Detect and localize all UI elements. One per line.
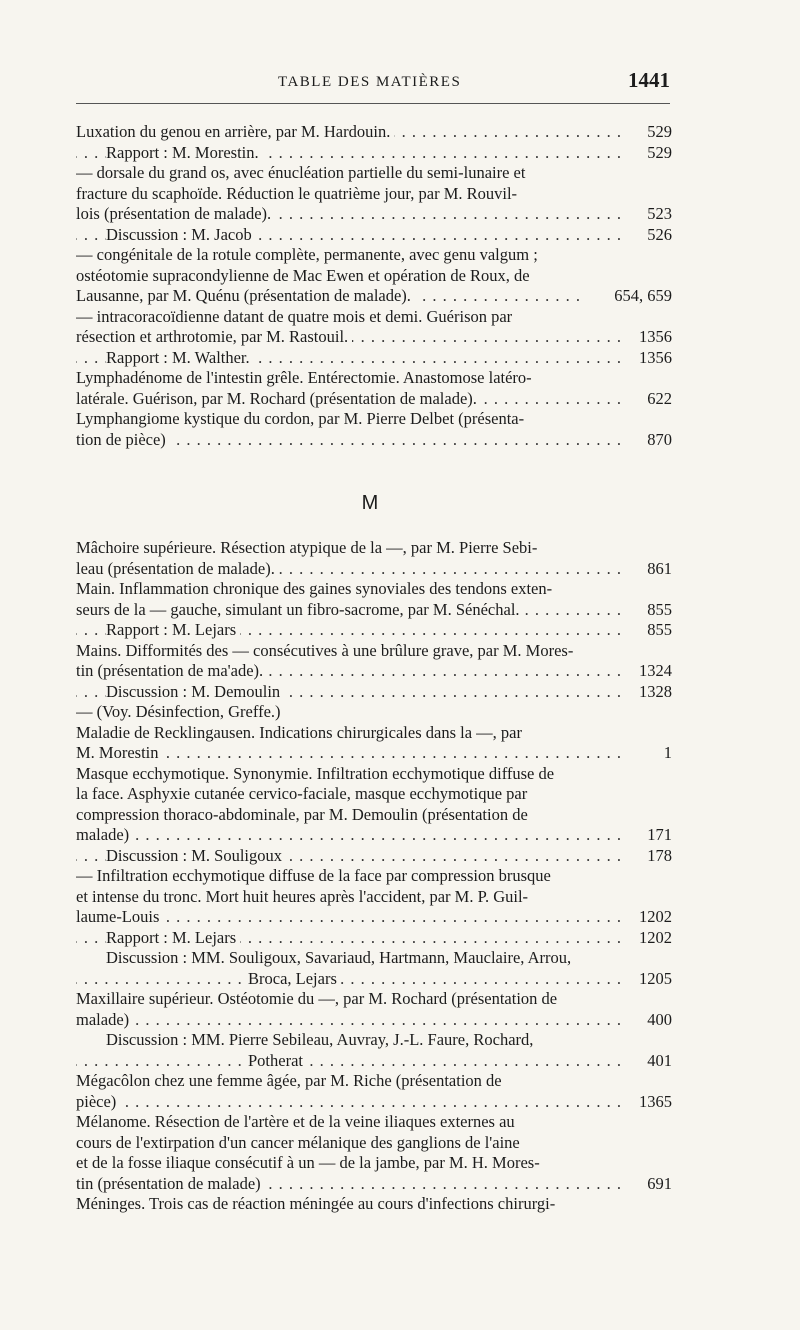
index-line: [76, 559, 672, 580]
entry-text: Main. Inflammation chronique des gaines synoviales des tendons exten-: [76, 579, 553, 598]
index-line: [76, 1133, 672, 1154]
entry-text: Rapport : M. Lejars: [106, 620, 240, 639]
index-line: [76, 1112, 672, 1133]
page-ref: 654, 659: [582, 286, 672, 307]
index-line: [76, 538, 672, 559]
entry-text: résection et arthrotomie, par M. Rastouil.: [76, 327, 352, 346]
entry-text: et de la fosse iliaque consécutif à un — de la jambe, par M. H. Mores-: [76, 1153, 540, 1172]
entry-text: tin (présentation de ma'ade).: [76, 661, 267, 680]
entry-text: cours de l'extirpation d'un cancer mélanique des ganglions de l'aine: [76, 1132, 520, 1152]
index-line: [76, 620, 672, 641]
entry-text: Discussion : M. Souligoux: [106, 846, 286, 865]
entry-text: — congénitale de la rotule complète, permanente, avec genu valgum ;: [76, 245, 538, 264]
entry-text: seurs de la — gauche, simulant un fibro-sacrome, par M. Sénéchal.: [76, 600, 524, 619]
entry-text: tin (présentation de malade): [76, 1174, 265, 1193]
page-ref: 1324: [622, 661, 672, 682]
entry-text: pièce): [76, 1092, 120, 1111]
index-line: [76, 348, 672, 369]
index-line: [76, 887, 672, 908]
index-line: [76, 1153, 672, 1174]
entry-text: Potherat: [248, 1051, 307, 1070]
entry-text: — intracoracoïdienne datant de quatre mois et demi. Guérison par: [76, 306, 513, 326]
index-line: [76, 928, 672, 949]
index-line: [76, 409, 672, 430]
entry-text: malade): [76, 1010, 133, 1029]
index-line: [76, 907, 672, 928]
index-line: [76, 204, 672, 225]
index-line: [76, 1010, 672, 1031]
entry-text: Rapport : M. Morestin.: [106, 143, 263, 162]
page-ref: 1202: [622, 928, 672, 949]
index-line: [76, 163, 672, 184]
index-line: [76, 948, 672, 969]
index-line: [76, 1030, 672, 1051]
index-line: [76, 1051, 672, 1072]
index-line: [76, 969, 672, 990]
index-line: [76, 245, 672, 266]
index-line: [76, 682, 672, 703]
page-ref: 622: [622, 389, 672, 410]
index-line: [76, 1071, 672, 1092]
entry-text: Maxillaire supérieur. Ostéotomie du —, par M. Rochard (présentation de: [76, 989, 558, 1008]
entry-text: Lymphadénome de l'intestin grêle. Entérectomie. Anastomose latéro-: [76, 368, 532, 387]
index-block-m: [76, 538, 672, 1215]
entry-text: Masque ecchymotique. Synonymie. Infiltration ecchymotique diffuse de: [76, 763, 555, 783]
index-line: [76, 1174, 672, 1195]
page-ref: 400: [622, 1010, 672, 1031]
index-line: [76, 825, 672, 846]
entry-text: compression thoraco-abdominale, par M. Demoulin (présentation de: [76, 804, 528, 824]
page-ref: 1328: [622, 682, 672, 703]
entry-text: Discussion : MM. Pierre Sebileau, Auvray, J.-L. Faure, Rochard,: [106, 1030, 534, 1049]
entry-text: — dorsale du grand os, avec énucléation partielle du semi-lunaire et: [76, 163, 526, 182]
index-line: [76, 122, 672, 143]
index-line: [76, 184, 672, 205]
page-ref: 523: [622, 204, 672, 225]
entry-text: Broca, Lejars: [248, 969, 341, 988]
page-ref: 870: [622, 430, 672, 451]
page-ref: 855: [622, 620, 672, 641]
entry-text: Rapport : M. Walther.: [106, 348, 254, 367]
index-line: [76, 743, 672, 764]
entry-text: Rapport : M. Lejars: [106, 928, 240, 947]
index-line: [76, 430, 672, 451]
entry-text: Discussion : M. Demoulin: [106, 682, 284, 701]
page-ref: 529: [622, 143, 672, 164]
index-line: [76, 723, 672, 744]
entry-text: Luxation du genou en arrière, par M. Hardouin.: [76, 122, 394, 141]
index-line: [76, 1194, 672, 1215]
index-line: [76, 846, 672, 867]
entry-text: ostéotomie supracondylienne de Mac Ewen et opération de Roux, de: [76, 265, 530, 285]
entry-text: lois (présentation de malade).: [76, 204, 275, 223]
entry-text: Méninges. Trois cas de réaction méningée au cours d'infections chirurgi-: [76, 1194, 556, 1213]
index-line: [76, 143, 672, 164]
page-ref: 1356: [622, 327, 672, 348]
entry-text: Discussion : MM. Souligoux, Savariaud, Hartmann, Mauclaire, Arrou,: [106, 948, 572, 967]
page-ref: 855: [622, 600, 672, 621]
index-line: [76, 225, 672, 246]
index-line: [76, 307, 672, 328]
entry-text: Lymphangiome kystique du cordon, par M. Pierre Delbet (présenta-: [76, 409, 525, 428]
page-ref: 171: [622, 825, 672, 846]
entry-text: Mélanome. Résection de l'artère et de la veine iliaques externes au: [76, 1112, 515, 1131]
entry-text: — Infiltration ecchymotique diffuse de la face par compression brusque: [76, 866, 551, 885]
index-line: [76, 600, 672, 621]
index-line: [76, 661, 672, 682]
entry-text: leau (présentation de malade).: [76, 559, 279, 578]
page-ref: 401: [622, 1051, 672, 1072]
index-line: [76, 784, 672, 805]
page-ref: 526: [622, 225, 672, 246]
page-header: [0, 0, 800, 110]
entry-text: Mâchoire supérieure. Résection atypique de la —, par M. Pierre Sebi-: [76, 538, 538, 557]
page-ref: 691: [622, 1174, 672, 1195]
index-line: [76, 579, 672, 600]
entry-text: Discussion : M. Jacob: [106, 225, 256, 244]
running-title: TABLE DES MATIÈRES: [278, 74, 462, 90]
index-line: [76, 805, 672, 826]
index-line: [76, 866, 672, 887]
index-line: [76, 989, 672, 1010]
entry-text: latérale. Guérison, par M. Rochard (présentation de malade).: [76, 389, 481, 408]
index-line: [76, 266, 672, 287]
index-line: [76, 764, 672, 785]
index-line: [76, 286, 672, 307]
section-letter: M: [361, 492, 379, 514]
entry-text: laume-Louis: [76, 907, 163, 926]
index-line: [76, 641, 672, 662]
header-rule: [76, 103, 670, 104]
page-ref: 1: [622, 743, 672, 764]
index-line: [76, 1092, 672, 1113]
entry-text: fracture du scaphoïde. Réduction le quatrième jour, par M. Rouvil-: [76, 183, 518, 203]
page-ref: 1365: [622, 1092, 672, 1113]
page-ref: 529: [622, 122, 672, 143]
entry-text: et intense du tronc. Mort huit heures après l'accident, par M. P. Guil-: [76, 886, 529, 906]
entry-text: la face. Asphyxie cutanée cervico-faciale, masque ecchymotique par: [76, 784, 528, 803]
page-ref: 178: [622, 846, 672, 867]
entry-text: Mains. Difformités des — consécutives à une brûlure grave, par M. Mores-: [76, 640, 574, 660]
page-ref: 1202: [622, 907, 672, 928]
page-ref: 861: [622, 559, 672, 580]
entry-text: — (Voy. Désinfection, Greffe.): [76, 702, 281, 721]
entry-text: Maladie de Recklingausen. Indications chirurgicales dans la —, par: [76, 722, 522, 742]
page-ref: 1356: [622, 348, 672, 369]
entry-text: tion de pièce): [76, 430, 170, 449]
page-number: 1441: [628, 68, 670, 92]
page-ref: 1205: [622, 969, 672, 990]
entry-text: M. Morestin: [76, 743, 163, 762]
entry-text: Lausanne, par M. Quénu (présentation de malade).: [76, 286, 415, 305]
index-line: [76, 702, 672, 723]
index-block-l: [76, 122, 672, 450]
entry-text: malade): [76, 825, 133, 844]
index-line: [76, 368, 672, 389]
entry-text: Mégacôlon chez une femme âgée, par M. Riche (présentation de: [76, 1071, 502, 1090]
index-line: [76, 327, 672, 348]
index-line: [76, 389, 672, 410]
